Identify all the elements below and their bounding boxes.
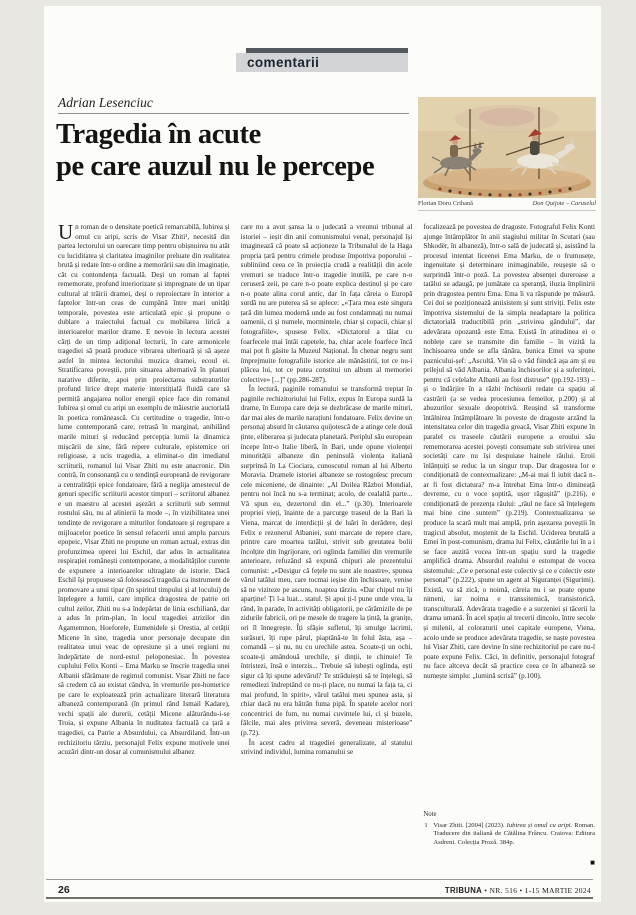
page-number: 26 — [58, 884, 70, 896]
footnote-text-pre: Visar Zhiti. [2004] (2023). — [433, 821, 507, 829]
paragraph-text: n roman de o densitate poetică remarcabilă, Iubirea și omul cu aripi, scris de Visar Zhiti¹, necesită din partea lectorului un oarecare timp pentru obișnuirea nu atât cu luciditatea și claritatea imaginilor preluate din realitatea brută și redate într-o ordine a memorării sau din imaginație, cât cu contondența factuală. Deși un roman al faptei rememorate, profund interiorizate și impregnate de un tipar cultural al trăirii dramei, deși o reproiectare în interior a faptelor într-un ceas de cumpănă între mari unități temporale, povestea este articulată epic și propune o dublare a traiectului factual cu mobilarea lirică a interioarelor marilor drame. E nevoie în lectura acestei cărți de un timp adițional lecturii, în care armonicele tragediei să poată produce vibrarea ulterioară și să așeze astfel în mintea lectorului muzica dramei, ecoul ei. Stratificarea poveștii, prin situarea alternativă în planuri narative diferite, apoi prin proiectarea substraturilor profund lirice drept materie interstițială fluidă care să permită angajarea noilor energii epice face din romanul Iubirea și omul cu aripi un exemplu de măiestrie auctorială în poetica românească. Cu certitudine o tragedie, într-o lume contemporană care, retrasă în marginal, anihilând marile mituri și reducând percepția lumii la dinamica mișcării de sine, fără repere culturale, epistemice ori religioase, a ucis tragedia, a eliminat-o din imediatul scriiturii, romanul lui Visar Zhiti nu este anacronic. Din contră, în consonanță cu o tendință europeană de revigorare a centralității epice fondatoare, fără a neglija amestecul de genuri specific scriiturii acestor timpuri – scriitorul albanez e un maestru al acestei așezări a scriiturii sub semnul rostului său, nu al alinierii la mode –, în vizibilitatea unei tendințe de revigorare a miturilor fondatoare și regrupare a mijloacelor poetice în sensul refacerii unui amplu parcurs epopeic, Visar Zhiti ne propune un roman actual, extras din profunzimea operei lui Eschil, dar adus în actualitatea respirației românești contemporane, a modalităților curente de expunere a interioarelor ultragiate de istorie. Dacă Eschil își propusese să folosească tragedia ca instrument de promovare a unui tipar (în spiritul timpului și al locului) de înțelegere a lumii, care implica dragostea de patrie ori cultul zeilor, Zhiti nu s-a îndepărtat de linia eschiliană, dar a adus în prim-plan, în locul tragediei atrizilor din Agamemnon, Hoeforele, Eumenidele și Orestia, al cetății Micene în sine, tragedia unor personaje decupate din realitatea unui veac de opresiune și a unei regiuni nu îndepărtate de nord-estul peloponesiac. În povestea cuplului Felix Konti – Ema Marku se înscrie tragedia unei Albanii sfărâmate de regimul comunist. Visar Zhiti ne face să credem că au existat cândva, în vremurile pre-homerice pe care le exploatează prin actualizare literară literatura albaneză contemporană (în primul rând Ismail Kadare), vechi spații ale durerii, cetății Micene alăturându-i-se Troia, și expune Albania în nuditatea factuală ca țară a tragediei, ca Patrie a Absurdului, ca Absurdiland. Într-un rechizitoriu târziu, personajul Felix expune motivele unei acuzări dintr-un dosar al comunismului albanez — [58, 223, 230, 757]
article-body — [58, 223, 595, 879]
column-2 — [241, 223, 413, 879]
footnote-text-post: Roman. Traducere din italiană de Cătălina Frâncu. Craiova: Editura Asdreni. Colecția Proză. 384p. — [433, 821, 596, 846]
footnote-book-title: Iubirea și omul cu aripi. — [506, 821, 573, 829]
artwork-caption — [418, 200, 596, 211]
carousel-painting — [418, 97, 596, 198]
magazine-brand: TRIBUNA — [444, 886, 483, 895]
section-label: comentarii — [247, 55, 320, 70]
page-footer — [46, 879, 593, 899]
artwork-title: Don Quijote – Caruselul — [532, 200, 596, 207]
title-line-2: pe care auzul nu le percepe — [56, 151, 375, 182]
column-3 — [423, 223, 595, 879]
paragraph: focalizează pe povestea de dragoste. Fotograful Felix Konti ajunge întâmplător în anii stagiului militar în Scutari (sau Shkodër, în albaneză), într-o sală de judecată și, asistând la procesul intentat liceenei Ema Marku, de o frumusețe, ingenuitate și determinare inimaginabile, reușește să o surprindă într-o poză. La povestea absenței dureroase a tatălui se adaugă, pe jumătate ca speranță, iluzia împlinirii prin dragostea pentru Ema. Ema îi va răspunde pe măsură. Cei doi se poziționează antisistem și sunt striviți. Felix este împotriva sistemului de la simpla neadaptare la politica dictatorială traductibilă prin „strivirea gândului”, dar adevărata opozantă este Ema. Există în atitudinea ei o noblețe care se transmite din familie – în vizită la închisoarea unde se afla tânăra, bunica Emei va spune paznicului-șef: „Ascultă. Vin să o văd fiindcă așa am și eu prilejul să văd Albania. Albania închisorilor și a suferinței, pentru că celelalte Albanii au fost distruse” (pp.192-193) – și o îndârjire în a răzbi închisorii redate ca spațiu al castrării (a se vedea procesiunea femeilor, p.200) și al abuzurilor sexuale deopotrivă. Reușind să transforme întâlnirea întâmplătoare în poveste de dragoste arzând la intensitatea celor din tragedia greacă, Visar Zhiti expune în paralel cu traseele căutării europene a eroului său rememorarea acestei povești consumate sub strivirea unei societăți care nu își despuiase hainele răului. Eroii înlănțuiți se reduc la un singur trup. Dar dragostea lor e condiționată de contextualizare: „M-ai mai fi iubit dacă n-ar fi fost dictatura? m-a întrebat Ema într-o dimineață devreme, cu o voce șoptită, ușor răgușită” (p.216), e condiționată de prezența răului: „răul ne face să înțelegem mai bine cine suntem” (p.219). Contextualizarea se produce la scară mult mai amplă, prin așezarea poveștii în tragicul absolut, moștenit de la Eschil. Uciderea brutală a Emei în post-comunism, drama lui Felix, căutările lui în a i se face auzită vocea într-un spațiu surd la tragedie amplifică drama. Absurdul realului e estompat de vocea sistemului: „Ce e personal este colectiv și ce e colectiv este personal” (p.222), spune un agent al Siguranței (Sigurimi). Există, va să zică, o noimă, căreia nu i se poate opune nimeni, iar noima e transsitemică, transistorică, transculturală. Adevărata tragedie e a surzeniei și tăcerii la drama umană. În acel spațiu al trecerii dincolo, între secole și milenii, al coloraturii unei capitale europene, Viena, acolo unde se produce adevărata tragedie, se naște povestea lui Visar Zhiti, care devine în sine rechizitoriul pe care nu-l poate expune Felix. Căci, în definitiv, personajul fotograf nu face altceva decât să practice ceea ce în albaneză se numește simplu: „lumină scrisă” (p.100). — [423, 223, 596, 680]
article-title — [56, 119, 436, 183]
footnotes — [423, 811, 595, 868]
byline-rule — [58, 113, 409, 114]
column-1 — [58, 223, 230, 879]
paragraph: În acest cadru al tragediei generalizate, al statului strivind individul, lumina romanului se — [240, 738, 413, 757]
issue-details: • NR. 516 • 1-15 MARTIE 2024 — [482, 886, 591, 895]
footer-issue-info — [445, 886, 591, 895]
column-3-text — [423, 223, 595, 805]
footnote-number: 1 — [424, 821, 428, 829]
section-tab — [236, 53, 408, 72]
drop-cap: U — [58, 223, 74, 244]
article-end-mark: ■ — [590, 858, 596, 868]
footnotes-label: Note — [423, 811, 437, 818]
author-byline: Adrian Lesenciuc — [58, 95, 153, 110]
paragraph — [58, 223, 230, 758]
paragraph: În lectură, paginile romanului se transformă treptat în paginile rechizitoriului lui Felix, expus în Europa surdă la drame, în Europa care deja se dezbrăcase de marile mituri, dar mai ales de marile narațiuni fondatoare. Felix devine un personaj absurd în căutarea quijotescă de a atinge cele două ținte, eliberarea și judecata planetară. Periplul său european începe într-o Italie liberă, în Bari, unde opune violenței minorității albaneze din peninsulă violența italiană surprinsă în La Ciociara, cunoscutul roman al lui Alberto Moravia. Dramele istoriei albaneze se rostogolesc precum cele miceniene, de dinainte: „Al Doilea Război Mondial, pentru noi încă nu s-a terminat; acolo, de cealaltă parte... Vă spun eu, dezertorul din el...” (p.30). Interioarele propriei vieți, înainte de a parcurge traseul de la Bari la Viena, marcat de interdicții și de luări în derâdere, deși Felix e rezonerul Albaniei, sunt marcate de repere clare, printre care moartea tatălui, strivit sub greutatea bolii încolțite din îngrijorare, ori oglinda familiei din vremurile anterioare, refuzând să expună chipuri ale prezentului comunist: „«Desigur că fețele nu sunt ale noastre», spunea vărul tatălui meu, care tocmai ieșise din închisoare, venise să ne viziteze pe ascuns, noaptea târziu. «Dar chipul nu îți aparține! Ți l-a luat... statul. Și apoi ți-l pune unde vrea, la rând, în parade, în activități obligatorii, pe cărămizile de pe zidurile fabricii, ori pe mesele de tragere la țintă, la granițe, ori îl înnegrește. Îți sfâșie sufletul, îți smulge lacrimi, surâsuri, îți rupe părul, piaptănă-te în felul ăsta, așa – comandă – și nu, nu cu urechile astea. Scoate-ți un ochi, scoate-ți amândouă urechile, și dinții, te chinuie! Te întristezi, însă e interzis... Trebuie să iubești oglinda, ești sigur că îți spune adevărul? Te străduiești să te înțelegi, să remediezi îndreptând ce nu-ți place, nu numai la fața ta, ci mai profund, în spirit», vărul tatălui meu spunea asta, și chiar dacă nu era bătrân fuma pipă. În spatele acelor nori concentrici de fum, nu numai cuvintele lui, ci și buzele, fălcile, mai ales privirea severă, deveneau misterioase” (p.72). — [240, 385, 413, 737]
paragraph: care nu a avut șansa la o judecată a vreunui tribunal al istoriei – ieșit din anii comunismului venal, personajul își imaginează că poate să acționeze la Tribunalul de la Haga propria țară pentru crimele produse împotriva poporului – subliniind ceea ce în proiecția crudă a realității din acele vremuri se traduce într-o tragedie inutilă, pe care n-o ceruseră zeii, pe care n-o poate explica destinul și pe care n-o poate alina corul antic, dar în fața căreia o Europă surdă nu are puterea să se aplece: „«Țara mea este singura țară din lumea modernă unde au fost condamnați nu numai oamenii, ci și numele, mormintele, chiar și copacii, chiar și fotografiile», spusese Felix. «Dictatorul a tăiat cu foarfecele mai întâi capetele, ba, chiar acele foarfece încă mai pot fi găsite la Muzeul Național. În chenar negru sunt împrejmuite fotografiile istorice ale mănăstirii, tot ce nu-i plăcea lui, tot ce putea constitui un album al memoriei colective» [...]” (pp.286-287). — [240, 223, 413, 384]
artwork-artist: Florian Doru Crihană — [418, 200, 474, 207]
artwork-image — [418, 97, 596, 198]
title-line-1: Tragedia în acute — [56, 119, 261, 150]
footnote-item — [423, 822, 595, 848]
